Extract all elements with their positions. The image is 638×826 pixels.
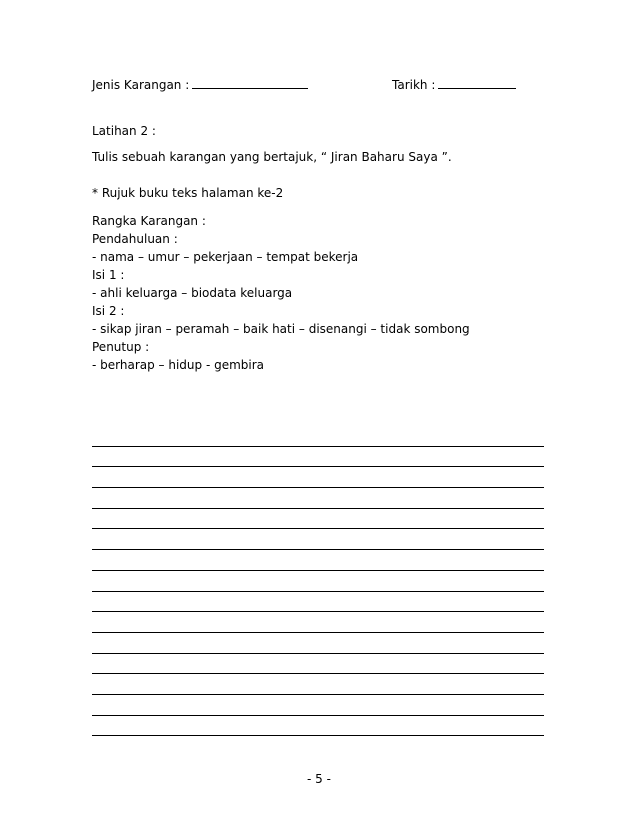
latihan-title: Latihan 2 : bbox=[92, 124, 156, 138]
writing-line[interactable] bbox=[92, 467, 544, 488]
writing-area[interactable] bbox=[92, 426, 544, 736]
jenis-karangan-blank[interactable] bbox=[192, 76, 308, 89]
outline-title: Rangka Karangan : bbox=[92, 214, 206, 228]
instruction-text: Tulis sebuah karangan yang bertajuk, “ Jiran Baharu Saya ”. bbox=[92, 150, 452, 164]
header-row bbox=[92, 76, 552, 94]
isi2-points: - sikap jiran – peramah – baik hati – disenangi – tidak sombong bbox=[92, 322, 470, 336]
writing-line[interactable] bbox=[92, 633, 544, 654]
writing-line[interactable] bbox=[92, 592, 544, 613]
penutup-points: - berharap – hidup - gembira bbox=[92, 358, 265, 372]
writing-line[interactable] bbox=[92, 447, 544, 468]
page-number: - 5 - bbox=[307, 772, 331, 786]
writing-line[interactable] bbox=[92, 654, 544, 675]
writing-line[interactable] bbox=[92, 674, 544, 695]
tarikh-blank[interactable] bbox=[438, 76, 516, 89]
writing-line[interactable] bbox=[92, 716, 544, 737]
jenis-karangan-field bbox=[92, 76, 308, 94]
pendahuluan-label: Pendahuluan : bbox=[92, 232, 178, 246]
isi2-label: Isi 2 : bbox=[92, 304, 125, 318]
writing-line[interactable] bbox=[92, 509, 544, 530]
tarikh-label: Tarikh : bbox=[392, 78, 436, 92]
penutup-label: Penutup : bbox=[92, 340, 150, 354]
writing-line[interactable] bbox=[92, 695, 544, 716]
note-text: * Rujuk buku teks halaman ke-2 bbox=[92, 186, 284, 200]
writing-line[interactable] bbox=[92, 612, 544, 633]
isi1-points: - ahli keluarga – biodata keluarga bbox=[92, 286, 293, 300]
writing-line[interactable] bbox=[92, 426, 544, 447]
writing-line[interactable] bbox=[92, 571, 544, 592]
jenis-karangan-label: Jenis Karangan : bbox=[92, 78, 190, 92]
writing-line[interactable] bbox=[92, 488, 544, 509]
tarikh-field bbox=[392, 76, 516, 94]
isi1-label: Isi 1 : bbox=[92, 268, 125, 282]
writing-line[interactable] bbox=[92, 550, 544, 571]
pendahuluan-points: - nama – umur – pekerjaan – tempat bekerja bbox=[92, 250, 359, 264]
writing-line[interactable] bbox=[92, 529, 544, 550]
